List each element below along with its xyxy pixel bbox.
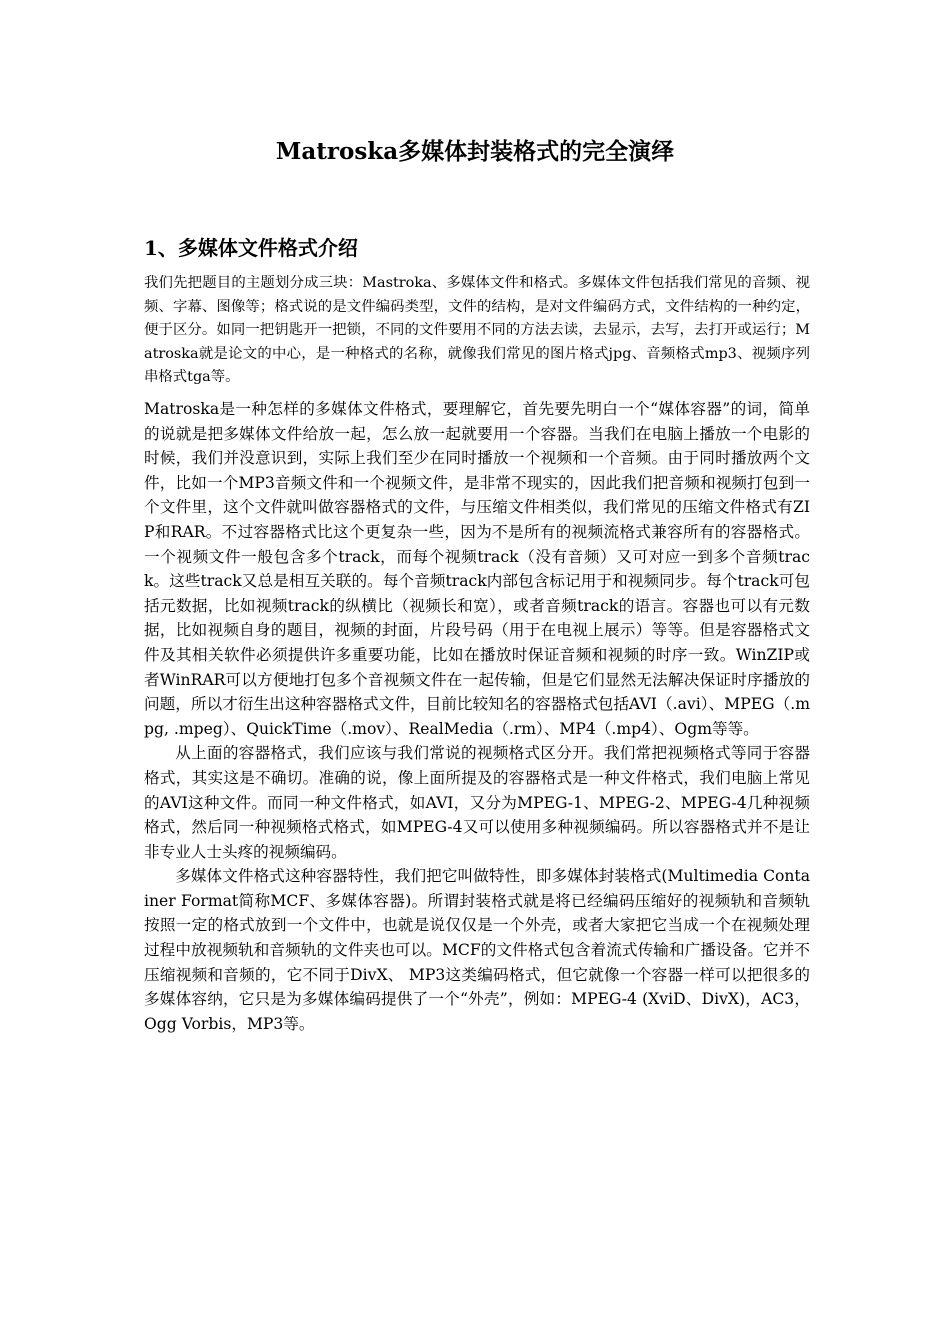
document-title: Matroska多媒体封装格式的完全演绎	[275, 138, 675, 165]
intro-paragraph: 我们先把题目的主题划分成三块：Mastroka、多媒体文件和格式。多媒体文件包括我们常见的音频、视频、字幕、图像等；格式说的是文件编码类型，文件的结构，是对文件编码方式，文件结构的一种约定，便于区分。如同一把钥匙开一把锁，不同的文件要用不同的方法去读，去显示，去写，去打开或运行；Matroska就是论文的中心，是一种格式的名称，就像我们常见的图片格式jpg、音频格式mp3、视频序列串格式tga等。	[144, 275, 810, 385]
paragraph-matroska-container: Matroska是一种怎样的多媒体文件格式，要理解它，首先要先明白一个“媒体容器”的词，简单的说就是把多媒体文件给放一起，怎么放一起就要用一个容器。当我们在电脑上播放一个电影的时候，我们并没意识到，实际上我们至少在同时播放一个视频和一个音频。由于同时播放两个文件，比如一个MP3音频文件和一个视频文件，是非常不现实的，因此我们把音频和视频打包到一个文件里，这个文件就叫做容器格式的文件，与压缩文件相类似，我们常见的压缩文件格式有ZIP和RAR。不过容器格式比这个更复杂一些，因为不是所有的视频流格式兼容所有的容器格式。一个视频文件一般包含多个track，而每个视频track（没有音频）又可对应一到多个音频track。这些track又总是相互关联的。每个音频track内部包含标记用于和视频同步。每个track可包括元数据，比如视频track的纵横比（视频长和宽），或者音频track的语言。容器也可以有元数据，比如视频自身的题目，视频的封面，片段号码（用于在电视上展示）等等。但是容器格式文件及其相关软件必须提供许多重要功能，比如在播放时保证音频和视频的时序一致。WinZIP或者WinRAR可以方便地打包多个音视频文件在一起传输，但是它们显然无法解决保证时序播放的问题，所以才衍生出这种容器格式文件，目前比较知名的容器格式包括AVI（.avi）、MPEG（.mpg, .mpeg）、QuickTime（.mov）、RealMedia（.rm）、MP4（.mp4）、Ogm等等。	[144, 400, 810, 738]
paragraph-container-vs-video-format: 从上面的容器格式，我们应该与我们常说的视频格式区分开。我们常把视频格式等同于容器格式，其实这是不确切。准确的说，像上面所提及的容器格式是一种文件格式，我们电脑上常见的AVI这种文件。而同一种文件格式，如AVI，又分为MPEG-1、MPEG-2、MPEG-4几种视频格式，然后同一种视频格式格式，如MPEG-4又可以使用多种视频编码。所以容器格式并不是让非专业人士头疼的视频编码。	[144, 744, 810, 861]
paragraph-multimedia-container-format: 多媒体文件格式这种容器特性，我们把它叫做特性，即多媒体封装格式(Multimedia Container Format简称MCF、多媒体容器)。所谓封装格式就是将已经编码压缩好的视频轨和音频轨按照一定的格式放到一个文件中，也就是说仅仅是一个外壳，或者大家把它当成一个在视频处理过程中放视频轨和音频轨的文件夹也可以。MCF的文件格式包含着流式传输和广播设备。它并不压缩视频和音频的，它不同于DivX、 MP3这类编码格式，但它就像一个容器一样可以把很多的多媒体容纳，它只是为多媒体编码提供了一个“外壳”，例如：MPEG-4 (XviD、DivX)，AC3，Ogg Vorbis，MP3等。	[144, 867, 810, 1033]
body-text	[144, 397, 810, 1036]
section-heading: 1、多媒体文件格式介绍	[144, 236, 358, 260]
